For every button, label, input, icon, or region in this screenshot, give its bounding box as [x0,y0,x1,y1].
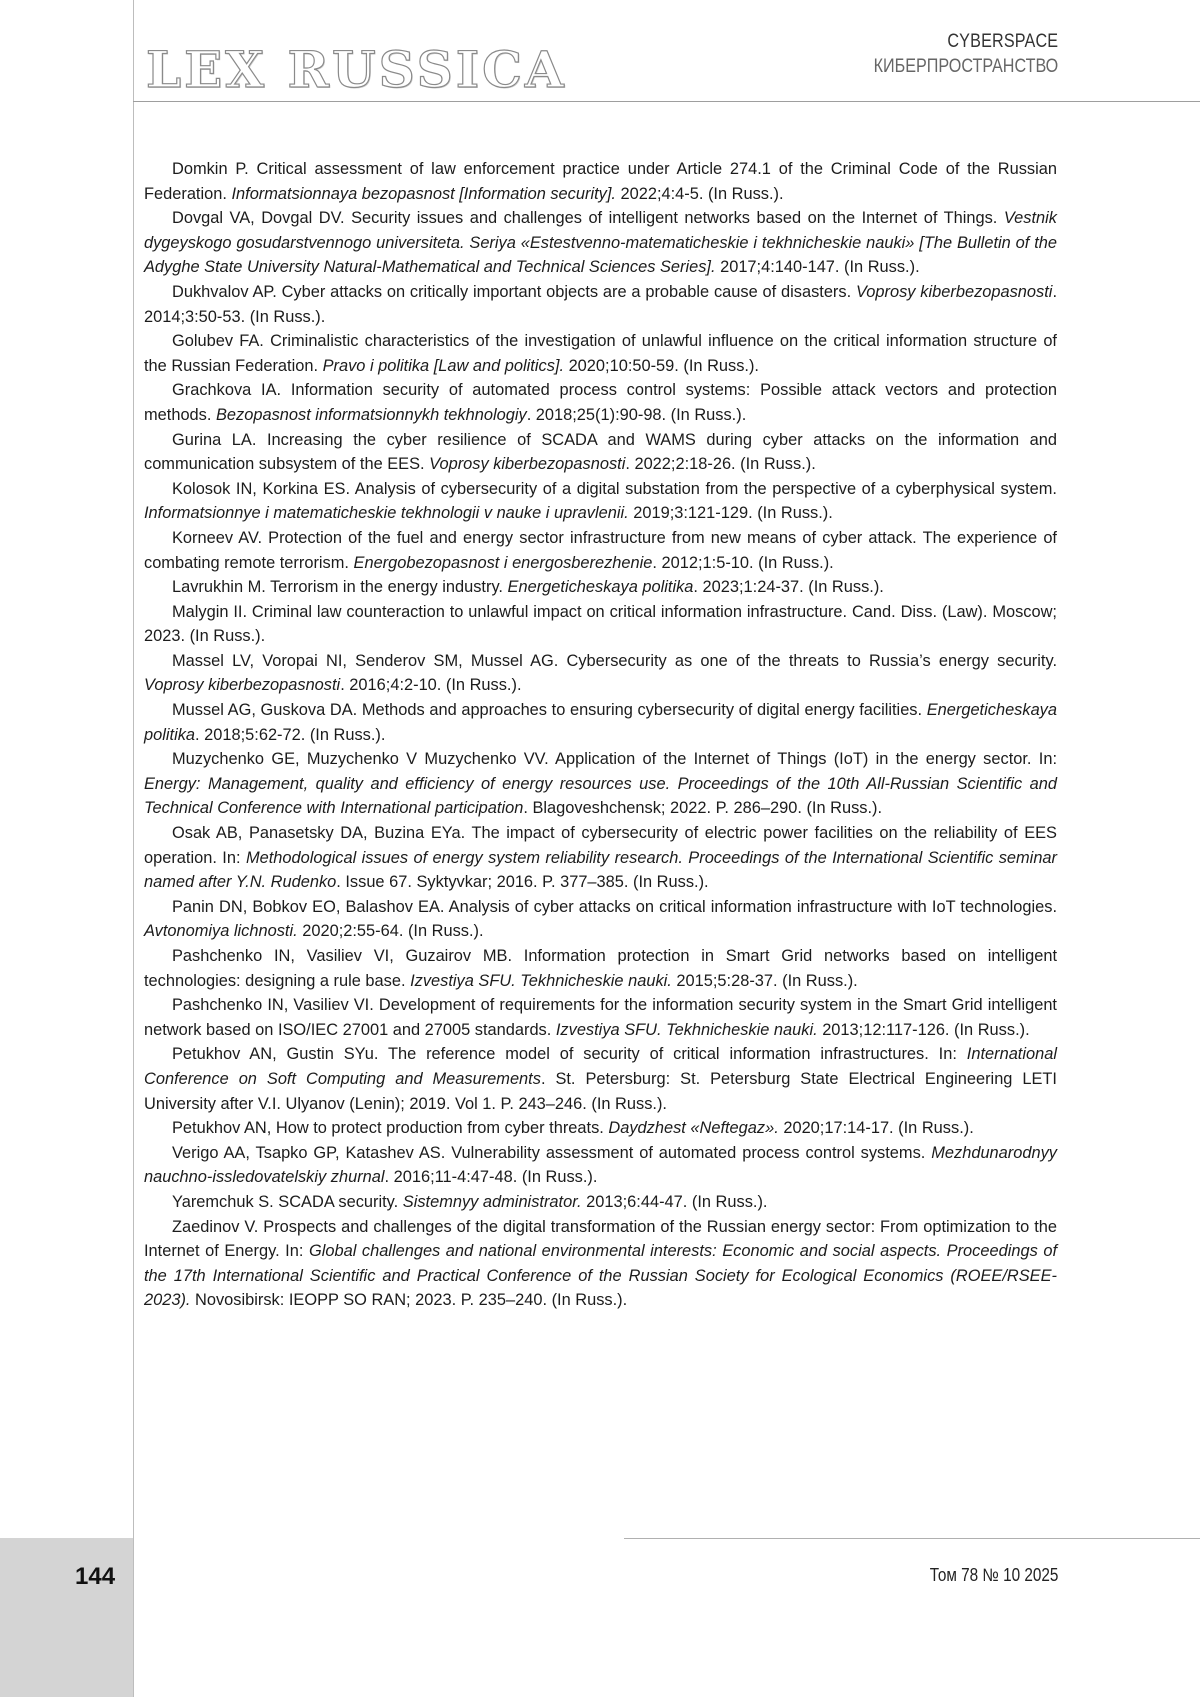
reference-item [144,1116,1057,1141]
reference-text: . Issue 67. Syktyvkar; 2016. P. 377–385. (In Russ.). [336,873,709,892]
reference-item [144,428,1057,477]
reference-text: . 2014;3:50-53. (In Russ.). [144,282,1057,326]
reference-text: Golubev FA. Criminalistic characteristics of the investigation of unlawful influence on the critical information structure of the Russian Federation. [144,332,1057,375]
reference-source: Methodological issues of energy system reliability research. Proceedings of the International Scientific seminar named after Y.N. Rudenko [144,848,1058,892]
reference-source: Energobezopasnost i energosberezhenie [353,553,653,572]
reference-source: Voprosy kiberbezopasnosti [144,676,341,695]
journal-logo: LEX RUSSICA [146,40,567,99]
reference-text: Petukhov AN, How to protect production from cyber threats. [172,1119,609,1138]
reference-source: Bezopasnost informatsionnykh tekhnologiy [215,405,527,424]
reference-list [144,157,1057,1313]
reference-text: Panin DN, Bobkov EO, Balashov EA. Analysis of cyber attacks on critical information infrastructure with IoT technologies. [172,897,1057,916]
reference-item [144,280,1057,329]
reference-item [144,993,1057,1042]
reference-item [144,821,1057,895]
reference-text: Lavrukhin M. Terrorism in the energy industry. [172,578,508,597]
page-number-block [0,1538,133,1697]
reference-text: 2022;4:4-5. (In Russ.). [615,184,784,203]
reference-text: . 2012;1:5-10. (In Russ.). [652,553,834,572]
reference-source: Voprosy kiberbezopasnosti [429,455,626,474]
reference-text: . 2016;4:2-10. (In Russ.). [340,676,522,695]
reference-item [144,526,1057,575]
section-title-ru: КИБЕРПРОСТРАНСТВО [873,56,1058,77]
reference-text: Verigo AA, Tsapko GP, Katashev AS. Vulnerability assessment of automated process control systems. [172,1143,932,1162]
page-number: 144 [75,1563,116,1590]
reference-text: 2013;6:44-47. (In Russ.). [581,1192,768,1211]
reference-text: 2013;12:117-126. (In Russ.). [817,1020,1030,1039]
reference-text: Domkin P. Critical assessment of law enforcement practice under Article 274.1 of the Criminal Code of the Russian Federation. [144,160,1057,203]
reference-text: . 2018;25(1):90-98. (In Russ.). [526,405,747,424]
reference-text: Osak AB, Panasetsky DA, Buzina EYa. The impact of cybersecurity of electric power facilities on the reliability of EES operation. In: [144,824,1057,867]
reference-source: Informatsionnaya bezopasnost [Information security]. [231,184,616,203]
reference-text: Zaedinov V. Prospects and challenges of the digital transformation of the Russian energy sector: From optimization to the Internet of Energy. In: [144,1217,1057,1261]
reference-text: 2015;5:28-37. (In Russ.). [671,971,858,990]
reference-text: . 2016;11-4:47-48. (In Russ.). [384,1168,598,1187]
reference-item [144,157,1057,206]
reference-item [144,378,1057,427]
reference-text: . Blagoveshchensk; 2022. P. 286–290. (In Russ.). [523,799,883,818]
reference-text: Muzychenko GE, Muzychenko V Muzychenko VV. Application of the Internet of Things (IoT) in the energy sector. In: [172,750,1057,769]
reference-text: . St. Petersburg: St. Petersburg State Electrical Engineering LETI University after V.I. Ulyanov (Lenin); 2019. Vol 1. P. 243–246. (In Russ.). [144,1069,1057,1113]
reference-source: Izvestiya SFU. Tekhnicheskie nauki. [410,971,672,990]
reference-text: Dukhvalov AP. Cyber attacks on critically important objects are a probable cause of disasters. [172,282,856,301]
reference-item [144,698,1057,747]
reference-item [144,649,1057,698]
reference-source: Mezhdunarodnyy nauchno-issledovatelskiy zhurnal [144,1143,1057,1187]
reference-text: 2019;3:121-129. (In Russ.). [628,504,833,523]
reference-item [144,747,1057,821]
reference-item [144,895,1057,944]
reference-item [144,329,1057,378]
reference-source: Energeticheskaya politika [144,701,1057,744]
header-divider [133,101,1200,102]
reference-text: 2020;10:50-59. (In Russ.). [564,356,759,375]
reference-source: Pravo i politika [Law and politics]. [322,356,565,375]
reference-text: Pashchenko IN, Vasiliev VI, Guzairov MB. Information protection in Smart Grid networks based on intelligent technologies: designing a rule base. [144,947,1057,990]
reference-item [144,1141,1057,1190]
section-header [841,31,1058,78]
reference-text: 2017;4:140-147. (In Russ.). [715,258,920,277]
reference-source: Informatsionnye i matematicheskie tekhnologii v nauke i upravlenii. [144,504,629,523]
reference-source: Global challenges and national environmental interests: Economic and social aspects. Proceedings of the 17th International Scientific and Practical Conference of the Russian Society for Ecological Economics (ROEE/RSEE-2023). [144,1242,1057,1310]
reference-item [144,944,1057,993]
reference-item [144,1190,1057,1215]
section-title-en: CYBERSPACE [947,31,1058,52]
reference-item [144,1215,1057,1313]
issue-info: Том 78 № 10 2025 [929,1565,1058,1585]
reference-source: Energy: Management, quality and efficiency of energy resources use. Proceedings of the 10th All-Russian Scientific and Technical Conference with International participation [144,774,1057,818]
reference-item [144,477,1057,526]
reference-source: Vestnik dygeyskogo gosudarstvennogo universiteta. Seriya «Estestvenno-matematicheskie i tekhnicheskie nauki» [The Bulletin of the Adyghe State University Natural-Mathematical and Technical Sciences Series]. [144,209,1057,277]
reference-text: Malygin II. Criminal law counteraction to unlawful impact on critical information infrastructure. Cand. Diss. (Law). Moscow; 2023. (In Russ.). [144,602,1057,646]
reference-text: Kolosok IN, Korkina ES. Analysis of cybersecurity of a digital substation from the perspective of a cyberphysical system. [172,479,1057,498]
reference-source: Daydzhest «Neftegaz». [608,1119,779,1138]
reference-item [144,600,1057,649]
footer-divider [624,1538,1200,1539]
reference-source: Izvestiya SFU. Tekhnicheskie nauki. [555,1020,818,1039]
reference-text: Novosibirsk: IEOPP SO RAN; 2023. P. 235–240. (In Russ.). [190,1291,628,1310]
reference-source: Sistemnyy administrator. [402,1192,582,1211]
reference-text: Petukhov AN, Gustin SYu. The reference model of security of critical information infrastructures. In: [172,1045,967,1064]
reference-text: 2020;17:14-17. (In Russ.). [778,1119,974,1138]
reference-item [144,575,1057,600]
reference-text: Korneev AV. Protection of the fuel and energy sector infrastructure from new means of cyber attack. The experience of combating remote terrorism. [144,528,1057,572]
reference-text: . 2023;1:24-37. (In Russ.). [693,578,884,597]
reference-text: Dovgal VA, Dovgal DV. Security issues and challenges of intelligent networks based on the Internet of Things. [172,209,1004,228]
reference-item [144,1042,1057,1116]
reference-text: Massel LV, Voropai NI, Senderov SM, Mussel AG. Cybersecurity as one of the threats to Russia’s energy security. [172,651,1057,670]
reference-source: Avtonomiya lichnosti. [144,922,298,941]
reference-text: Mussel AG, Guskova DA. Methods and approaches to ensuring cybersecurity of digital energy facilities. [172,701,927,720]
reference-item [144,206,1057,280]
reference-text: Pashchenko IN, Vasiliev VI. Development of requirements for the information security system in the Smart Grid intelligent network based on ISO/IEC 27001 and 27005 standards. [144,996,1057,1039]
reference-text: 2020;2:55-64. (In Russ.). [297,922,484,941]
reference-text: Grachkova IA. Information security of automated process control systems: Possible attack vectors and protection methods. [144,381,1057,424]
reference-text: . 2018;5:62-72. (In Russ.). [195,725,386,744]
reference-source: Energeticheskaya politika [507,578,694,597]
reference-text: . 2022;2:18-26. (In Russ.). [625,455,816,474]
left-margin-rail [0,0,134,1697]
reference-source: International Conference on Soft Computing and Measurements [144,1045,1057,1088]
reference-text: Gurina LA. Increasing the cyber resilience of SCADA and WAMS during cyber attacks on the information and communication subsystem of the EES. [144,430,1057,474]
reference-text: Yaremchuk S. SCADA security. [172,1192,403,1211]
reference-source: Voprosy kiberbezopasnosti [855,282,1053,301]
